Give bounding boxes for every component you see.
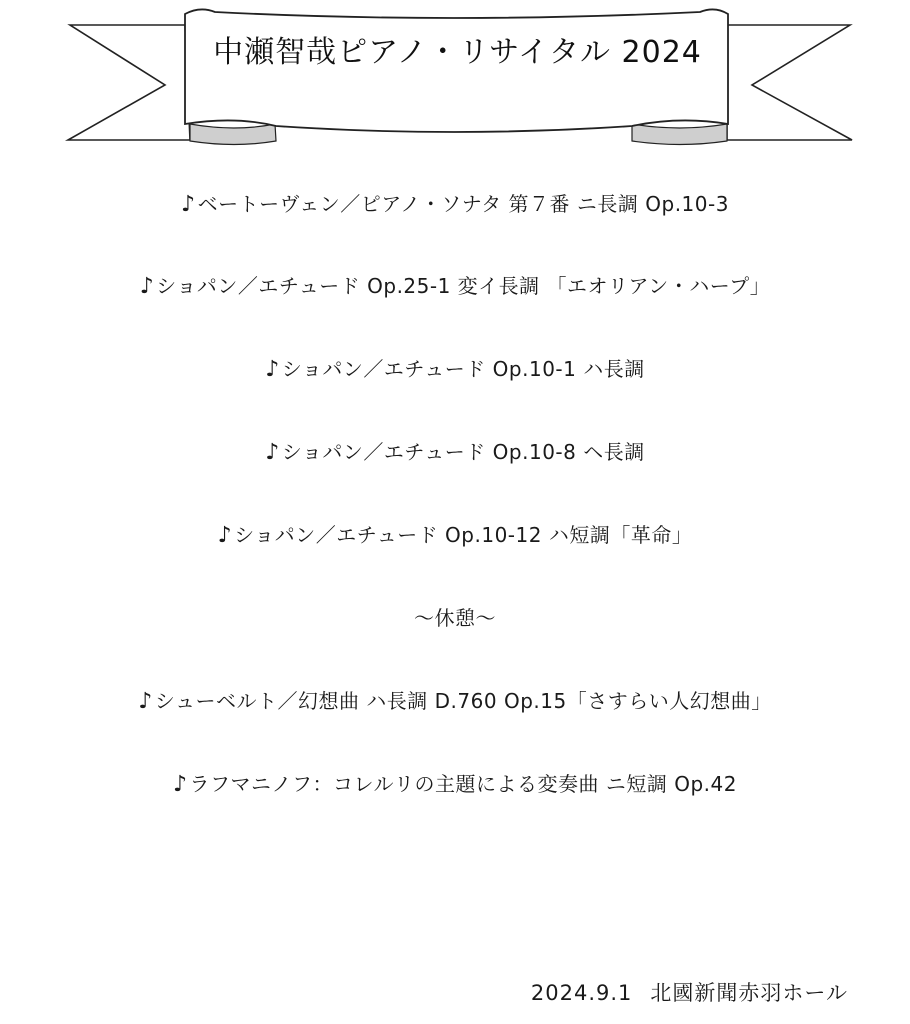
concert-venue: 北國新聞赤羽ホール	[650, 981, 848, 1005]
program-item-text: ショパン／エチュード Op.25-1 変イ長調 「エオリアン・ハープ」	[156, 274, 771, 298]
music-note-icon: ♪	[138, 689, 153, 714]
program-item	[0, 687, 910, 716]
program-item-text: ショパン／エチュード Op.10-8 ヘ長調	[281, 440, 645, 464]
program-item	[0, 272, 910, 301]
program-item-text: ラフマニノフ：コレルリの主題による変奏曲 ニ短調 Op.42	[189, 772, 737, 796]
music-note-icon: ♪	[217, 523, 233, 548]
program-item-text: ショパン／エチュード Op.10-12 ハ短調「革命」	[234, 523, 693, 547]
program-item	[0, 770, 910, 799]
ribbon-right-tail	[727, 25, 852, 140]
program-item	[0, 438, 910, 467]
title-banner	[0, 0, 910, 160]
concert-info	[531, 978, 848, 1008]
program-item	[0, 355, 910, 384]
program-item	[0, 521, 910, 550]
program-item-text: ベートーヴェン／ピアノ・ソナタ 第７番 ニ長調 Op.10-3	[197, 192, 729, 216]
intermission-label: ～休憩～	[414, 606, 496, 630]
music-note-icon: ♪	[265, 357, 280, 382]
ribbon-left-fold	[190, 124, 276, 145]
music-note-icon: ♪	[139, 274, 155, 299]
program-item	[0, 190, 910, 219]
recital-title: 中瀬智哉ピアノ・リサイタル 2024	[213, 35, 702, 70]
music-note-icon: ♪	[265, 440, 280, 465]
concert-date: 2024.9.1	[530, 981, 633, 1005]
ribbon-graphic	[0, 0, 910, 160]
ribbon-right-fold	[632, 124, 727, 145]
program-item-text: ショパン／エチュード Op.10-1 ハ長調	[281, 357, 645, 381]
music-note-icon: ♪	[172, 772, 188, 797]
music-note-icon: ♪	[181, 192, 196, 217]
ribbon-left-tail	[68, 25, 190, 140]
program-item-text: シューベルト／幻想曲 ハ長調 D.760 Op.15「さすらい人幻想曲」	[154, 689, 772, 713]
